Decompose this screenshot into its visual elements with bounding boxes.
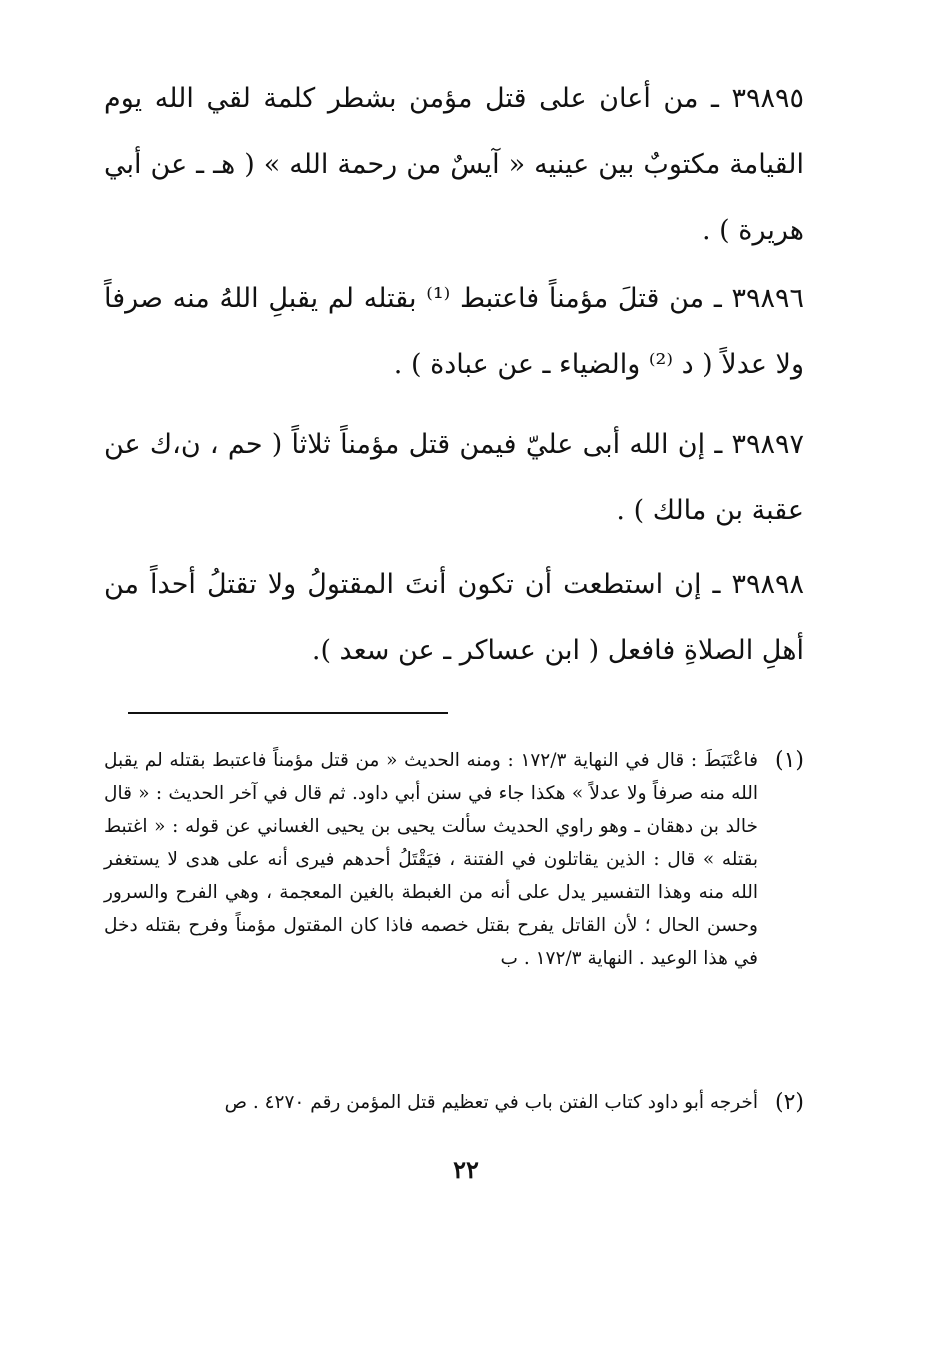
hadith-dash: ـ	[705, 429, 723, 460]
hadith-number: ٣٩٨٩٦	[731, 283, 805, 314]
hadith-entry	[104, 552, 804, 684]
footnote	[104, 1086, 804, 1119]
hadith-text: إن استطعت أن تكون أنتَ المقتولُ ولا تقتلُ أحداً من أهلِ الصلاةِ فافعل ( ابن عساكر ـ عن سعد ).	[104, 569, 804, 666]
hadith-text: إن الله أبى عليّ فيمن قتل مؤمناً ثلاثاً ( حم ، ن،ك عن عقبة بن مالك ) .	[104, 429, 804, 526]
hadith-entry	[104, 266, 804, 398]
hadith-number: ٣٩٨٩٥	[731, 83, 804, 114]
hadith-entry	[104, 66, 804, 264]
footnote-mark: (١)	[774, 748, 804, 773]
hadith-dash: ـ	[701, 569, 721, 600]
hadith-text: من أعان على قتل مؤمن بشطر كلمة لقي الله يوم القيامة مكتوبٌ بين عينيه « آيسٌ من رحمة الله » ( هـ ـ عن أبي هريرة ) .	[104, 83, 804, 246]
footnote-mark: (٢)	[774, 1090, 804, 1115]
page-number: ٢٢	[453, 1155, 479, 1184]
hadith-dash: ـ	[698, 83, 719, 114]
hadith-dash: ـ	[704, 283, 722, 314]
footnote-text: فاعْتَبَطَ : قال في النهاية ١٧٢/٣ : ومنه الحديث « من قتل مؤمناً فاعتبط بقتله لم يقبل الله منه صرفاً ولا عدلاً » هكذا جاء في سنن أبي داود. ثم قال في آخر الحديث : « قال خالد بن دهقان ـ وهو راوي الحديث سألت يحيى بن يحيى الغساني عن قوله : « اغتبط بقتله » قال : الذين يقاتلون في الفتنة ، فيَقْتَلُ أحدهم فيرى أنه على هدى لا يستغفر الله منه وهذا التفسير يدل على أنه من الغبطة بالغين المعجمة ، وهي الفرح والسرور وحسن الحال ؛ لأن القاتل يفرح بقتل خصمه فاذا كان المقتول مؤمناً وفرح بقتله دخل في هذا الوعيد . النهاية ١٧٢/٣ . ب	[104, 750, 759, 969]
hadith-entry	[104, 412, 804, 544]
hadith-number: ٣٩٨٩٧	[731, 429, 804, 460]
footnote	[104, 744, 804, 975]
footnote-separator	[128, 712, 448, 714]
hadith-number: ٣٩٨٩٨	[731, 569, 804, 600]
hadith-text: من قتلَ مؤمناً فاعتبط ⁽¹⁾ بقتله لم يقبلِ اللهُ منه صرفاً ولا عدلاً ( د ⁽²⁾ والضياء ـ عن عبادة ) .	[104, 283, 804, 380]
footnote-text: أخرجه أبو داود كتاب الفتن باب في تعظيم قتل المؤمن رقم ٤٢٧٠ . ص	[224, 1092, 758, 1113]
